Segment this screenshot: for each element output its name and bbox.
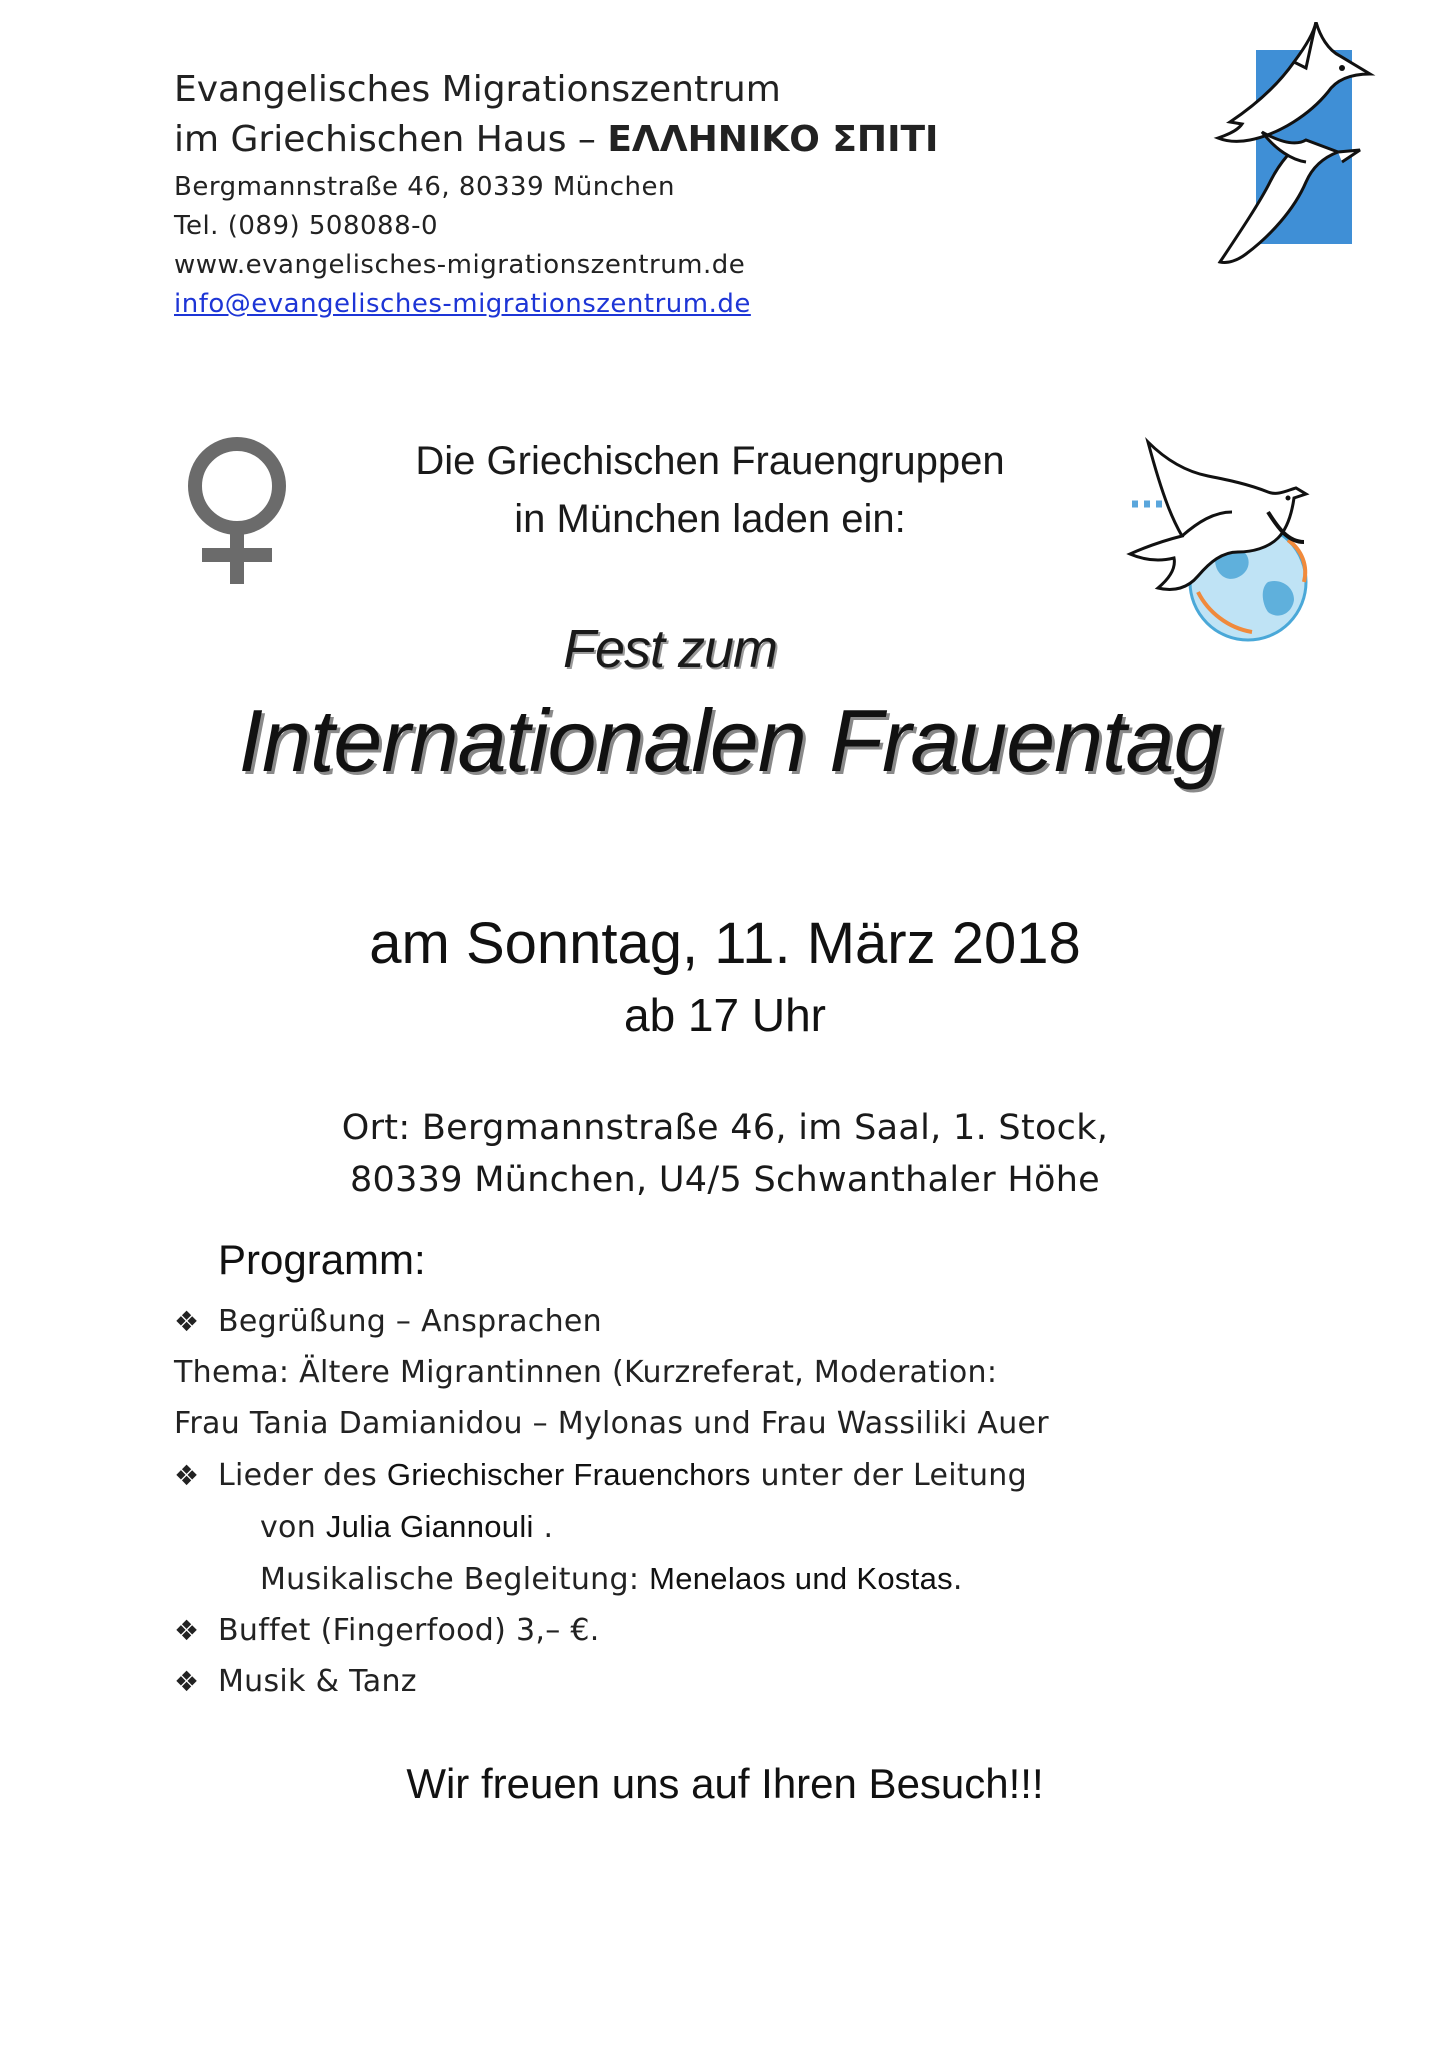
bullet-icon: ❖ (174, 1665, 200, 1698)
email-link[interactable]: info@evangelisches-migrationszentrum.de (174, 289, 751, 319)
event-date: am Sonntag, 11. März 2018 (369, 911, 1081, 976)
closing-message: Wir freuen uns auf Ihren Besuch!!! (406, 1760, 1044, 1807)
program-item-text: Buffet (Fingerfood) 3,– €. (218, 1613, 600, 1648)
dove-globe-icon (1118, 432, 1328, 642)
program-choir-conductor (174, 1501, 1049, 1553)
program-item-text: von (260, 1510, 326, 1545)
org-name: Evangelisches Migrationszentrum (174, 69, 781, 110)
website: www.evangelisches-migrationszentrum.de (174, 250, 746, 280)
bullet-icon: ❖ (174, 1459, 200, 1492)
location-prefix: im Griechischen Haus – (174, 119, 608, 160)
invitation-line-2: in München laden ein: (514, 497, 906, 541)
program-item-text: unter der Leitung (750, 1458, 1027, 1493)
choir-name: Griechischer Frauenchors (386, 1457, 751, 1492)
swallows-logo-icon (1210, 22, 1380, 272)
program-item-text: . (533, 1510, 554, 1545)
program-item-text: Musik & Tanz (218, 1664, 417, 1699)
header-contact-block (174, 69, 939, 319)
phone: Tel. (089) 508088-0 (174, 211, 439, 241)
event-venue (250, 1102, 1200, 1206)
bullet-icon: ❖ (174, 1614, 200, 1647)
bullet-icon: ❖ (174, 1305, 200, 1338)
venue-line-1: Ort: Bergmannstraße 46, im Saal, 1. Stock, (341, 1108, 1109, 1148)
event-title-small: Fest zum (562, 619, 778, 679)
program-item-text: Musikalische Begleitung: (260, 1562, 650, 1597)
program-item-choir (174, 1449, 1049, 1501)
program-item-buffet (174, 1605, 1049, 1656)
invitation-line-1: Die Griechischen Frauengruppen (415, 439, 1005, 483)
location-greek: ΕΛΛΗΝΙΚΟ ΣΠΙΤΙ (607, 119, 939, 160)
program-item-text: Begrüßung – Ansprachen (218, 1304, 602, 1339)
venus-symbol-icon (182, 436, 292, 586)
program-detail-topic: Thema: Ältere Migrantinnen (Kurzreferat, Moderation: (174, 1355, 998, 1390)
program-item-music (174, 1656, 1049, 1707)
program-detail-speakers: Frau Tania Damianidou – Mylonas und Frau Wassiliki Auer (174, 1406, 1049, 1441)
invitation-text (330, 432, 1090, 548)
venue-line-2: 80339 München, U4/5 Schwanthaler Höhe (349, 1160, 1101, 1200)
program-list (174, 1296, 1049, 1707)
address: Bergmannstraße 46, 80339 München (174, 172, 676, 202)
conductor-name: Julia Giannouli (325, 1509, 534, 1544)
program-title: Programm: (218, 1236, 426, 1283)
program-choir-musicians (174, 1553, 1049, 1605)
location-line (174, 119, 939, 160)
event-time: ab 17 Uhr (623, 989, 826, 1041)
event-title-large: Internationalen Frauentag (238, 691, 1222, 790)
musicians-names: Menelaos und Kostas (649, 1561, 953, 1596)
program-item-text: Lieder des (218, 1458, 387, 1493)
program-item-greeting (174, 1296, 1049, 1347)
program-item-text: . (952, 1562, 963, 1597)
